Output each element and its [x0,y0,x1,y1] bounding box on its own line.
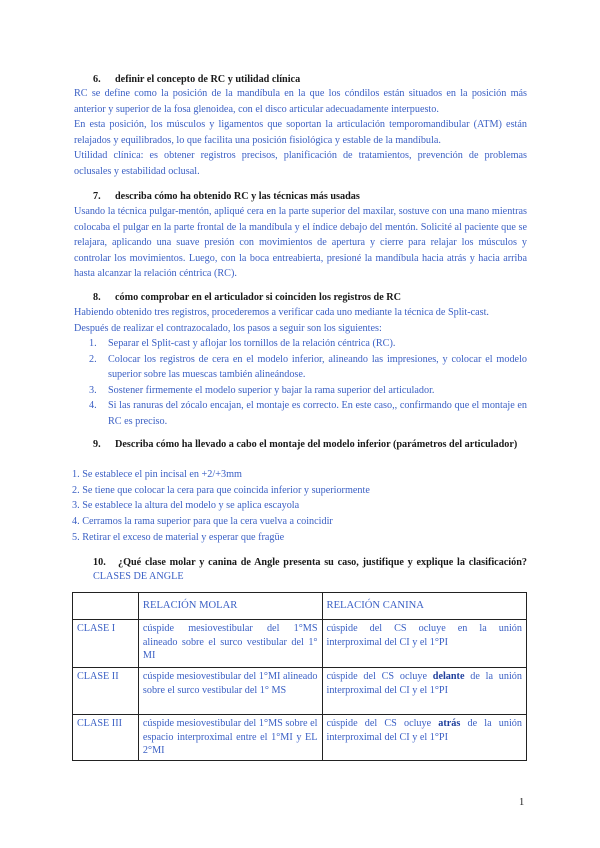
canine-cell: cúspide del CS ocluye atrás de la unión interproximal del CI y el 1°PI [322,715,527,761]
table-header-row [73,593,527,620]
section-7-heading: 7. describa cómo ha obtenido RC y las técnicas más usadas [93,191,360,202]
list-item: 3. Sostener firmemente el modelo superior y bajar la rama superior del articulador. [89,384,435,396]
table-row [73,715,527,761]
molar-cell: cúspide mesiovestibular del 1°MS sobre el espacio interproximal entre el 1°MI y EL 2°MI [138,715,322,761]
table-header-cell: RELACIÓN CANINA [322,593,527,620]
table-row [73,620,527,668]
section-10-heading: 10. ¿Qué clase molar y canina de Angle presenta su caso, justifique y explique la clasificación? CLASES DE ANGLE [93,557,527,582]
angle-classification-table [72,592,527,761]
section-6-body [74,86,527,179]
list-item: 2. Se tiene que colocar la cera para que coincida inferior y superiormente [72,484,370,496]
section-7-paragraph: Usando la técnica pulgar-mentón, apliqué cera en la parte superior del maxilar, sostuve con una mano mientras colocaba el pulgar en la parte frontal de la mandíbula y el índice debajo del mentón. Solicité al paciente que se relajara, aplicando una suave presión con movimientos de apertura y cierre para relajar los músculos y controlar los movimientos. Luego, con la boca entreabierta, presioné la mandíbula hacia atrás y hacia arriba hasta alcanzar la relación céntrica (RC). [74,206,527,279]
section-9-list [72,467,527,546]
section-6-paragraph: Utilidad clínica: es obtener registros precisos, planificación de tratamientos, prevención de problemas oclusales y estabilidad oclusal. [74,150,527,177]
list-item: 2. Colocar los registros de cera en el modelo inferior, alineando las impresiones, y colocar el modelo superior sobre las muescas también alineándose. [89,353,527,380]
list-item: 4. Cerramos la rama superior para que la cera vuelva a coincidir [72,516,333,528]
molar-cell: cúspide mesiovestibular del 1°MI alineado sobre el surco vestibular del 1° MS [138,668,322,715]
section-8-steps [74,336,527,429]
list-item: 3. Se establece la altura del modelo y se aplica escayola [72,500,300,512]
class-label-cell: CLASE II [73,668,139,715]
list-item: 1. Se establece el pin incisal en +2/+3mm [72,469,242,480]
class-label-cell: CLASE III [73,715,139,761]
list-item: 1. Separar el Split-cast y aflojar los tornillos de la relación céntrica (RC). [89,338,396,349]
table-header-cell: RELACIÓN MOLAR [138,593,322,620]
section-6-heading: 6. definir el concepto de RC y utilidad clínica [93,74,301,85]
list-item: 5. Retirar el exceso de material y esperar que fragüe [72,531,285,543]
canine-cell: cúspide del CS ocluye delante de la unión interproximal del CI y el 1°PI [322,668,527,715]
section-7-body [74,204,527,282]
class-label-cell: CLASE I [73,620,139,668]
canine-cell: cúspide del CS ocluye en la unión interproximal del CI y el 1°PI [322,620,527,668]
molar-cell: cúspide mesiovestibular del 1°MS alineado sobre el surco vestibular del 1° MI [138,620,322,668]
section-10-subtitle: CLASES DE ANGLE [93,571,184,582]
table-header-cell [73,593,139,620]
section-8-heading: 8. cómo comprobar en el articulador si coinciden los registros de RC [93,292,401,303]
table-row [73,668,527,715]
section-9-heading: 9. Describa cómo ha llevado a cabo el montaje del modelo inferior (parámetros del articulador) [93,439,518,450]
section-6-paragraph: En esta posición, los músculos y ligamentos que soportan la articulación temporomandibular (ATM) están relajados y equilibrados, lo que facilita una posición fisiológica y estable de la mandíbula. [74,119,527,146]
page-number: 1 [519,797,525,808]
section-6-paragraph: RC se define como la posición de la mandíbula en la que los cóndilos están situados en la posición más anterior y superior de la fosa glenoidea, con el disco articular adecuadamente interpuesto. [74,88,527,115]
list-item: 4. Si las ranuras del zócalo encajan, el montaje es correcto. En este caso,, confirmando que el montaje en RC es preciso. [89,400,527,427]
section-8-intro: Habiendo obtenido tres registros, procederemos a verificar cada uno mediante la técnica de Split-cast. Después de realizar el contrazocalado, los pasos a seguir son los siguientes: [74,307,489,334]
